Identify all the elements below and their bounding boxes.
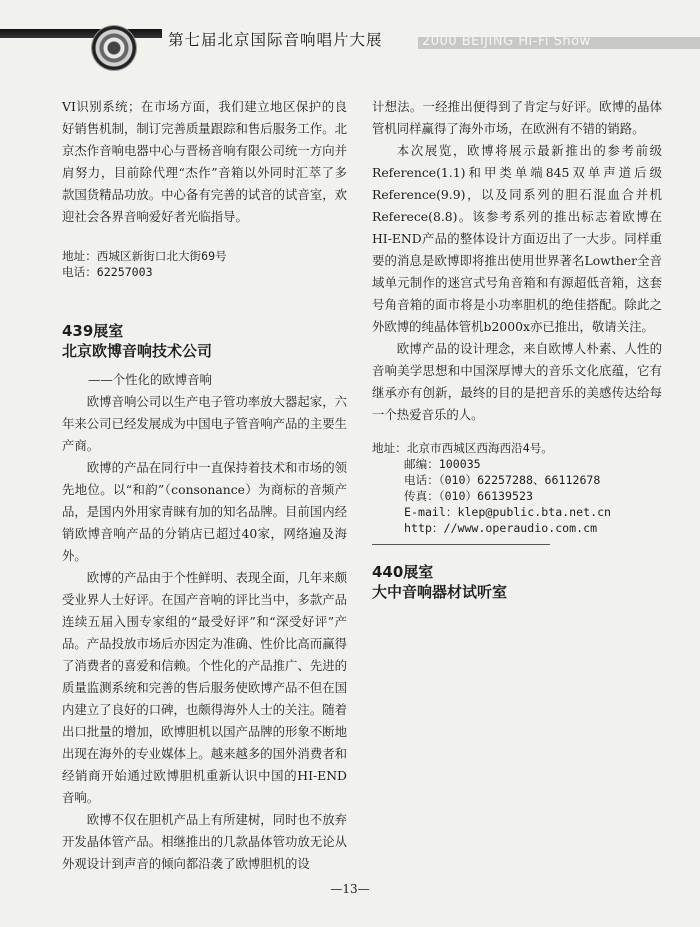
header-title: 第七届北京国际音响唱片大展 — [168, 31, 383, 49]
booth-number: 440展室 — [372, 563, 434, 581]
paragraph: 欧博的产品在同行中一直保持着技术和市场的领先地位。以“和韵”（consonance）为商标的音频产品，是国内外用家青睐有加的知名品牌。目前国内经销欧博音响产品的分销店已超过40家，网络遍及海外。 — [62, 460, 347, 563]
right-column — [372, 96, 662, 602]
phone-line: 电话：（010）62257288、66112678 — [404, 473, 601, 487]
continued-paragraph: VI识别系统；在市场方面，我们建立地区保护的良好销售机制，制订完善质量跟踪和售后服务工作。北京杰作音响电器中心与晋杨音响有限公司统一方向并肩努力，目前除代理“杰作”音箱以外同时汇萃了多款国货精品功放。中心备有完善的试音的试音室，欢迎社会各界音响爱好者光临指导。 — [62, 99, 347, 224]
postcode-line: 邮编：100035 — [404, 457, 481, 471]
paragraph: 欧博产品的设计理念，来自欧博人朴素、人性的音响美学思想和中国深厚博大的音乐文化底蕴，它有继承亦有创新，最终的目的是把音乐的美感传达给每一个热爱音乐的人。 — [372, 341, 662, 422]
address-line: 地址：北京市西城区西海西沿4号。 — [372, 441, 553, 455]
subheading: ——个性化的欧博音响 — [88, 372, 212, 387]
phone-line: 电话：62257003 — [62, 265, 153, 279]
left-column — [62, 96, 347, 875]
speaker-icon — [92, 26, 136, 70]
website-line: http：//www.operaudio.com.cm — [404, 521, 598, 535]
fax-line: 传真：（010）66139523 — [404, 489, 533, 503]
booth-name: 北京欧博音响技术公司 — [62, 342, 213, 360]
paragraph: 本次展览，欧博将展示最新推出的参考前级Reference(1.1)和甲类单端845双单声道后级Reference(9.9)，以及同系列的胆石混血合并机Referece(8.8)。该参考系列的推出标志着欧博在HI-END产品的整体设计方面迈出了一大步。同样重要的消息是欧博即将推出使用世界著名Lowther全音域单元制作的迷宫式号角音箱和有源超低音箱，这套号角音箱的面市将是小功率胆机的绝佳搭配。除此之外欧博的纯晶体管机b2000x亦已推出，敬请关注。 — [372, 143, 662, 334]
paragraph: 欧博不仅在胆机产品上有所建树，同时也不放弃开发晶体管产品。相继推出的几款晶体管功放无论从外观设计到声音的倾向都沿袭了欧博胆机的设 — [62, 812, 347, 871]
header-bar — [0, 26, 700, 48]
paragraph: 欧博的产品由于个性鲜明、表现全面，几年来颇受业界人士好评。在国产音响的评比当中，多款产品连续五届入围专家组的“最受好评”和“深受好评”产品。产品投放市场后亦因定为准确、性价比高而赢得了消费者的喜爱和信赖。个性化的产品推广、先进的质量监测系统和完善的售后服务使欧博产品不但在国内建立了良好的口碑，也颇得海外人士的关注。随着出口批量的增加，欧博胆机以国产品牌的形象不断地出现在海外的专业媒体上。越来越多的国外消费者和经销商开始通过欧博胆机重新认识中国的HI-END音响。 — [62, 570, 347, 805]
email-line: E-mail：klep@public.bta.net.cn — [404, 505, 612, 519]
address-line: 地址：西城区新街口北大街69号 — [62, 249, 227, 263]
header-black-stripe — [0, 29, 162, 38]
continued-paragraph: 计想法。一经推出便得到了肯定与好评。欧博的晶体管机同样赢得了海外市场，在欧洲有不错的销路。 — [372, 99, 662, 136]
header-english-title: 2000 BEIJING Hi-Fi Show — [422, 34, 591, 49]
divider — [372, 536, 550, 545]
booth-number: 439展室 — [62, 322, 124, 340]
paragraph: 欧博音响公司以生产电子管功率放大器起家，六年来公司已经发展成为中国电子管音响产品的主要生产商。 — [62, 394, 347, 453]
booth-name: 大中音响器材试听室 — [372, 583, 508, 601]
page-number: —13— — [330, 882, 370, 896]
